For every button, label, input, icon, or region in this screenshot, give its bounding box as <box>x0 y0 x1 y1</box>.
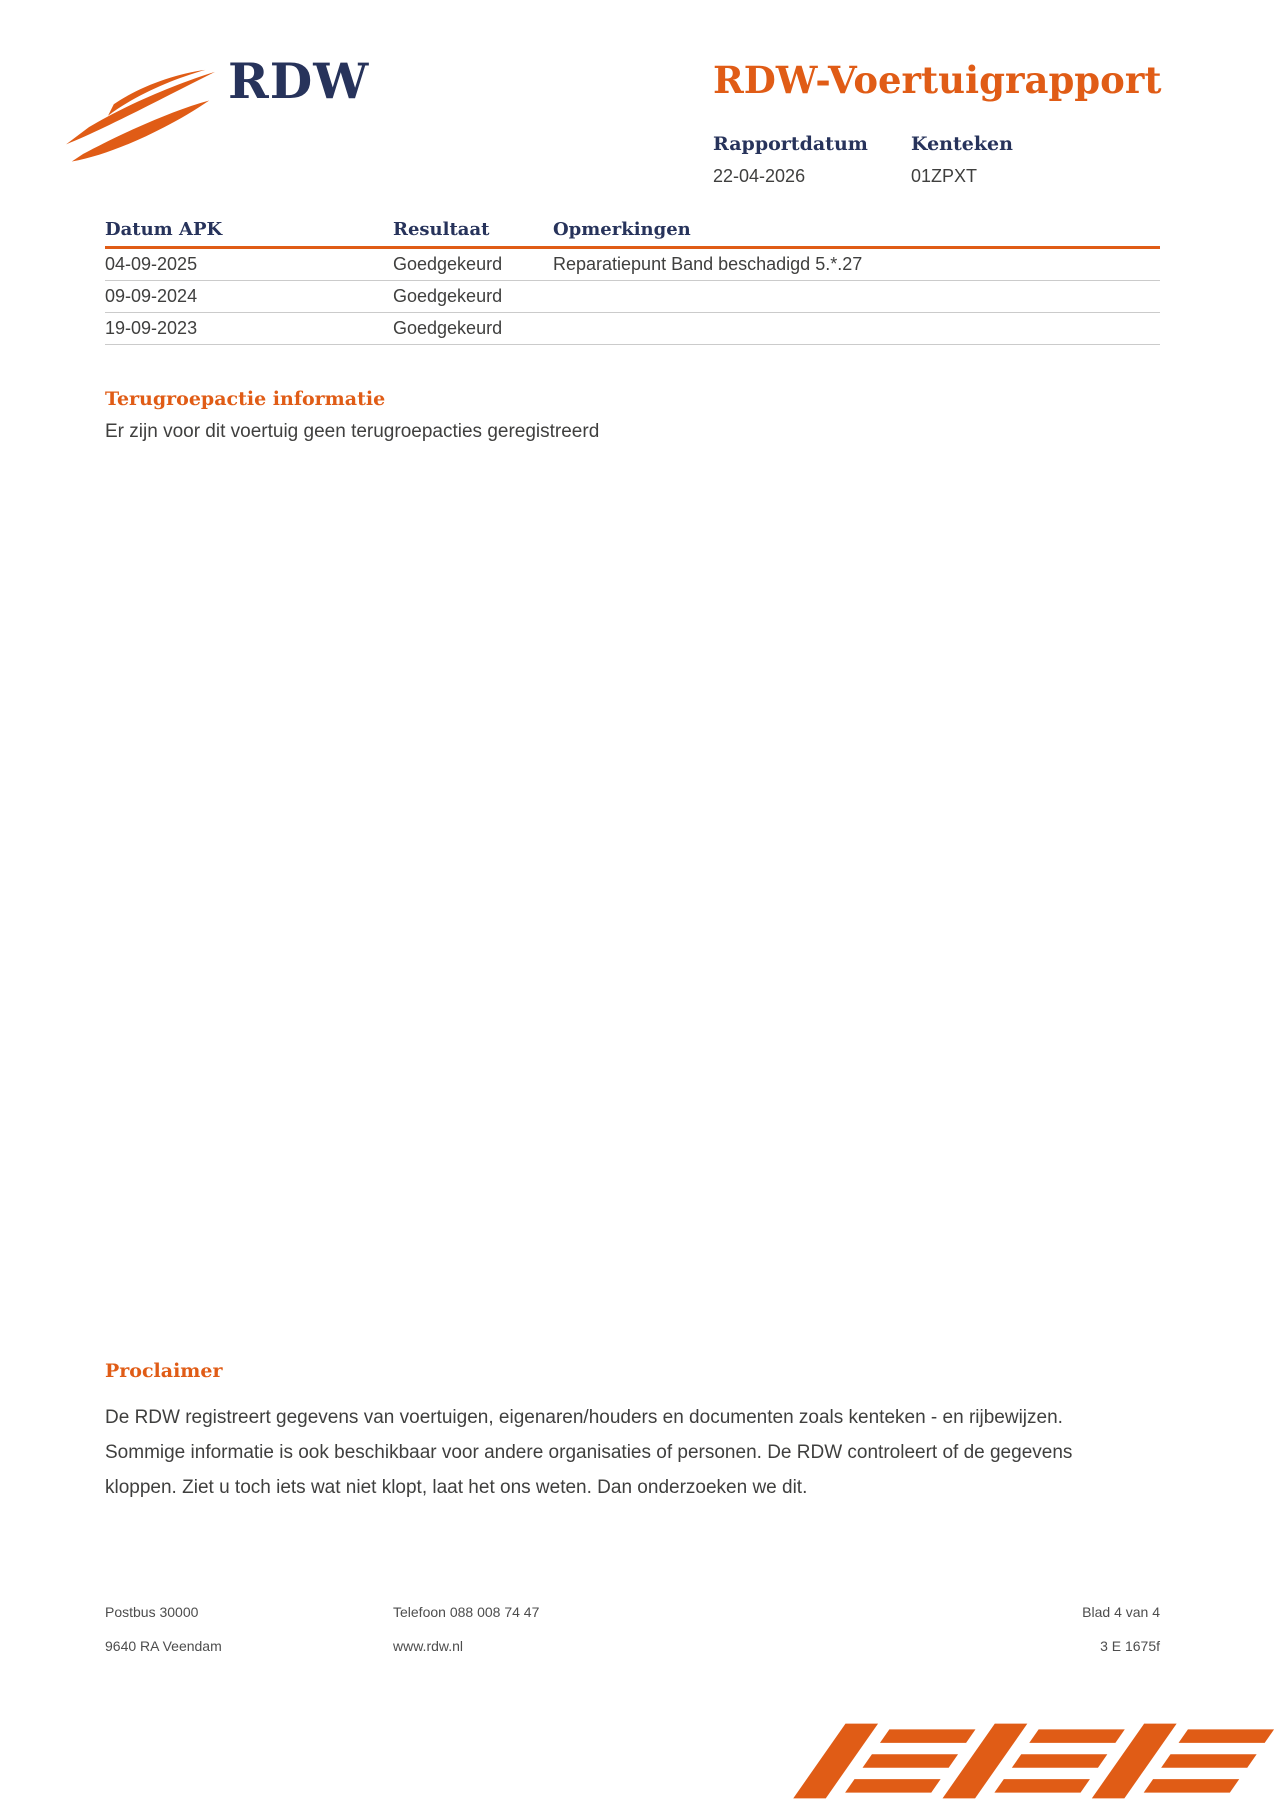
table-row <box>105 281 1160 313</box>
apk-header-resultaat: Resultaat <box>393 219 490 240</box>
apk-table <box>105 216 1160 345</box>
proclaimer-text: De RDW registreert gegevens van voertuigen, eigenaren/houders en documenten zoals kenteken - en rijbewijzen. Sommige informatie is ook beschikbaar voor andere organisaties of personen. De RDW controleert of de gegevens kloppen. Ziet u toch iets wat niet klopt, laat het ons weten. Dan onderzoeken we dit. <box>105 1407 1073 1498</box>
rapportdatum-value: 22-04-2026 <box>713 166 806 186</box>
rdw-logo-bird-icon <box>58 68 223 173</box>
footer-website: www.rdw.nl <box>393 1638 464 1654</box>
footer-doc-code: 3 E 1675f <box>1100 1638 1160 1654</box>
cell-opmerkingen: Reparatiepunt Band beschadigd 5.*.27 <box>553 254 863 274</box>
cell-opmerkingen <box>553 313 1160 344</box>
cell-opmerkingen <box>553 281 1160 312</box>
rapportdatum-label: Rapportdatum <box>713 133 868 155</box>
footer-page-info: Blad 4 van 4 <box>1082 1604 1160 1620</box>
proclaimer-heading: Proclaimer <box>105 1360 223 1382</box>
cell-datum: 19-09-2023 <box>105 318 198 338</box>
terugroepactie-text: Er zijn voor dit voertuig geen terugroepacties geregistreerd <box>105 421 600 442</box>
terugroepactie-heading: Terugroepactie informatie <box>105 388 386 410</box>
kenteken-label: Kenteken <box>911 133 1013 155</box>
table-row <box>105 249 1160 281</box>
footer-city: 9640 RA Veendam <box>105 1638 222 1654</box>
cell-resultaat: Goedgekeurd <box>393 286 503 306</box>
rdw-wordmark: RDW <box>228 52 370 110</box>
table-row <box>105 313 1160 345</box>
footer-phone: Telefoon 088 008 74 47 <box>393 1604 540 1620</box>
kenteken-value: 01ZPXT <box>911 166 978 186</box>
rdw-stripes-graphic <box>790 1722 1280 1800</box>
cell-datum: 04-09-2025 <box>105 254 198 274</box>
page-title: RDW-Voertuigrapport <box>713 58 1162 102</box>
apk-table-header-row <box>105 216 1160 249</box>
apk-header-opmerkingen: Opmerkingen <box>553 219 691 240</box>
footer-postbus: Postbus 30000 <box>105 1604 199 1620</box>
cell-resultaat: Goedgekeurd <box>393 254 503 274</box>
apk-header-datum: Datum APK <box>105 219 223 240</box>
cell-datum: 09-09-2024 <box>105 286 198 306</box>
cell-resultaat: Goedgekeurd <box>393 318 503 338</box>
